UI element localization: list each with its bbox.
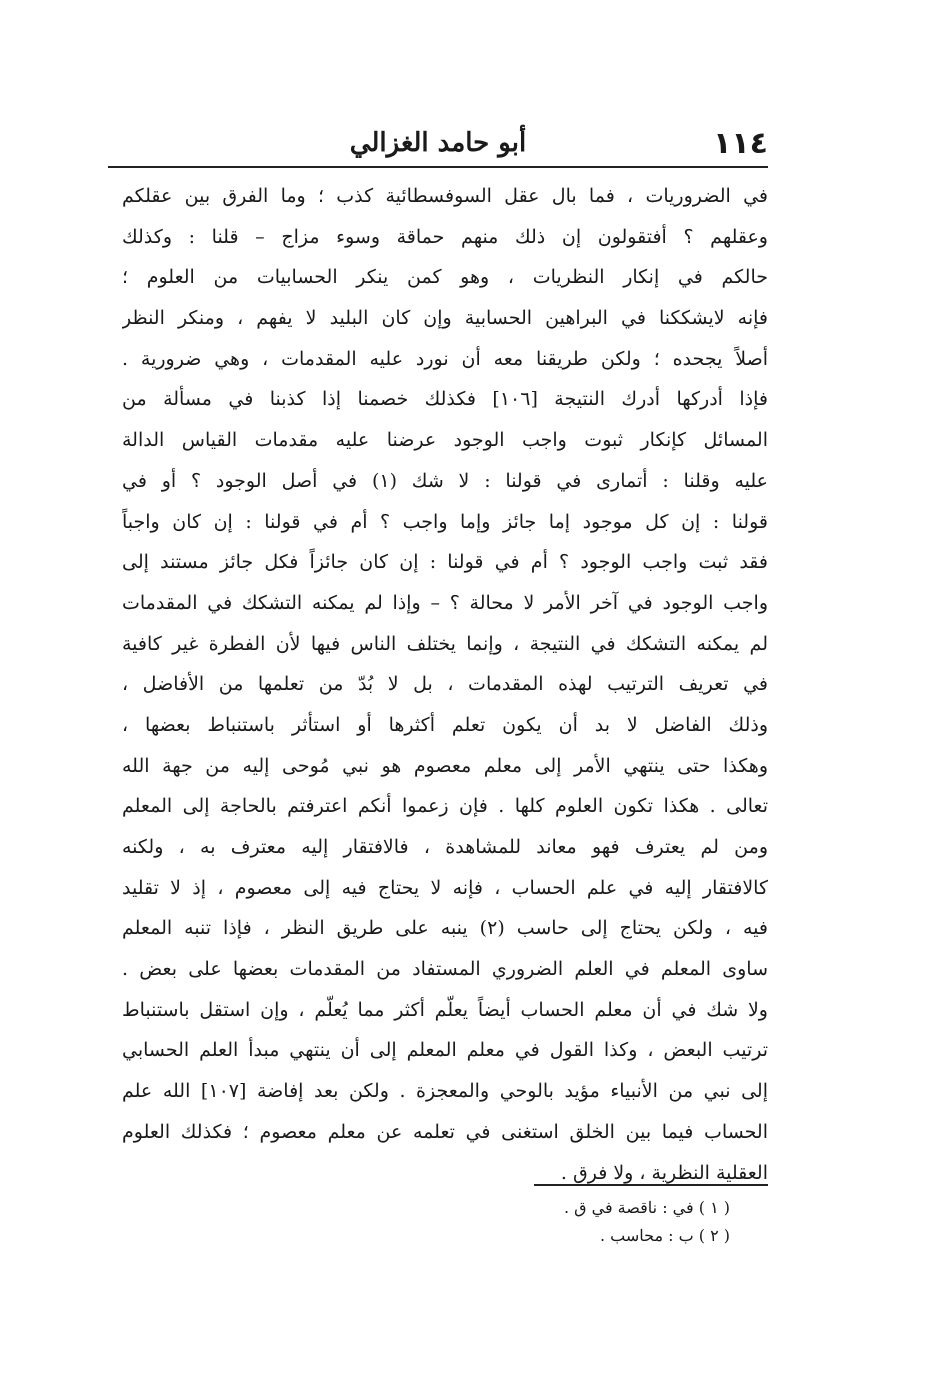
text-line: ولا شك في أن معلم الحساب أيضاً يعلّم أكثر مما يُعلّم ، وإن استقل باستنباط (122, 998, 768, 1021)
footnote-1: ( ١ ) في : ناقصة في ق . (563, 1198, 730, 1217)
text-line: فإذا أدركها أدرك النتيجة [١٠٦] فكذلك خصمنا إذا كذبنا في مسألة من (122, 388, 768, 411)
page-header (108, 118, 768, 166)
text-line: فيه ، ولكن يحتاج إلى حاسب (٢) ينبه على طريق النظر ، فإذا تنبه المعلم (122, 917, 768, 940)
text-line: لم يمكنه التشكك في النتيجة ، وإنما يختلف الناس فيها لأن الفطرة غير كافية (122, 632, 768, 655)
text-line: واجب الوجود في آخر الأمر لا محالة ؟ – وإذا لم يمكنه التشكك في المقدمات (122, 591, 768, 614)
running-title: أبو حامد الغزالي (349, 128, 527, 158)
text-line: ترتيب البعض ، وكذا القول في معلم المعلم إلى أن ينتهي مبدأ العلم الحسابي (122, 1039, 768, 1062)
text-line: حالكم في إنكار النظريات ، وهو كمن ينكر الحسابيات من العلوم ؛ (122, 266, 768, 289)
text-line: تعالى . هكذا تكون العلوم كلها . فإن زعموا أنكم اعترفتم بالحاجة إلى المعلم (122, 795, 768, 818)
text-line: الحساب فيما بين الخلق استغنى في تعلمه عن معلم معصوم ؛ فكذلك العلوم (122, 1120, 768, 1143)
text-line: في تعريف الترتيب لهذه المقدمات ، بل لا بُدّ من تعلمها من الأفاضل ، (122, 673, 768, 696)
text-line: وهكذا حتى ينتهي الأمر إلى معلم معصوم هو نبي مُوحى إليه من جهة الله (122, 754, 768, 777)
text-line: وذلك الفاضل لا بد أن يكون تعلم أكثرها أو استأثر باستنباط بعضها ، (122, 713, 768, 736)
text-line: ساوى المعلم في العلم الضروري المستفاد من المقدمات بعضها على بعض . (122, 958, 768, 981)
page-number: ١١٤ (713, 126, 768, 161)
header-divider (108, 166, 768, 168)
text-line: عليه وقلنا : أتمارى في قولنا : لا شك (١) في أصل الوجود ؟ أو في (122, 469, 768, 492)
text-line: إلى نبي من الأنبياء مؤيد بالوحي والمعجزة . ولكن بعد إفاضة [١٠٧] الله علم (122, 1080, 768, 1103)
text-line: قولنا : إن كل موجود إما جائز وإما واجب ؟ أم في قولنا : إن كان واجباً (122, 510, 768, 533)
text-line: العقلية النظرية ، ولا فرق . (560, 1161, 768, 1184)
text-line: في الضروريات ، فما بال عقل السوفسطائية كذب ؛ وما الفرق بين عقلكم (122, 185, 768, 207)
text-line: فقد ثبت واجب الوجود ؟ أم في قولنا : إن كان جائزاً فكل جائز مستند إلى (122, 551, 768, 574)
text-line: فإنه لايشككنا في البراهين الحسابية وإن كان البليد لا يفهم ، ومنكر النظر (122, 307, 768, 330)
text-line: كالافتقار إليه في علم الحساب ، فإنه لا يحتاج فيه إلى معصوم ، إذ لا تقليد (122, 876, 768, 899)
footnote-divider (534, 1184, 768, 1186)
text-line: أصلاً يجحده ؛ ولكن طريقنا معه أن نورد عليه المقدمات ، وهي ضرورية . (122, 347, 768, 370)
footnote-2: ( ٢ ) ب : محاسب . (599, 1226, 730, 1245)
text-line: المسائل كإنكار ثبوت واجب الوجود عرضنا عليه مقدمات القياس الدالة (122, 429, 768, 452)
footnotes (400, 1194, 730, 1250)
text-line: وعقلهم ؟ أفتقولون إن ذلك منهم حماقة وسوء مزاج – قلنا : وكذلك (122, 225, 768, 248)
text-line: ومن لم يعترف فهو معاند للمشاهدة ، فالافتقار إليه معترف به ، ولكنه (122, 836, 768, 858)
main-text (122, 176, 768, 1193)
